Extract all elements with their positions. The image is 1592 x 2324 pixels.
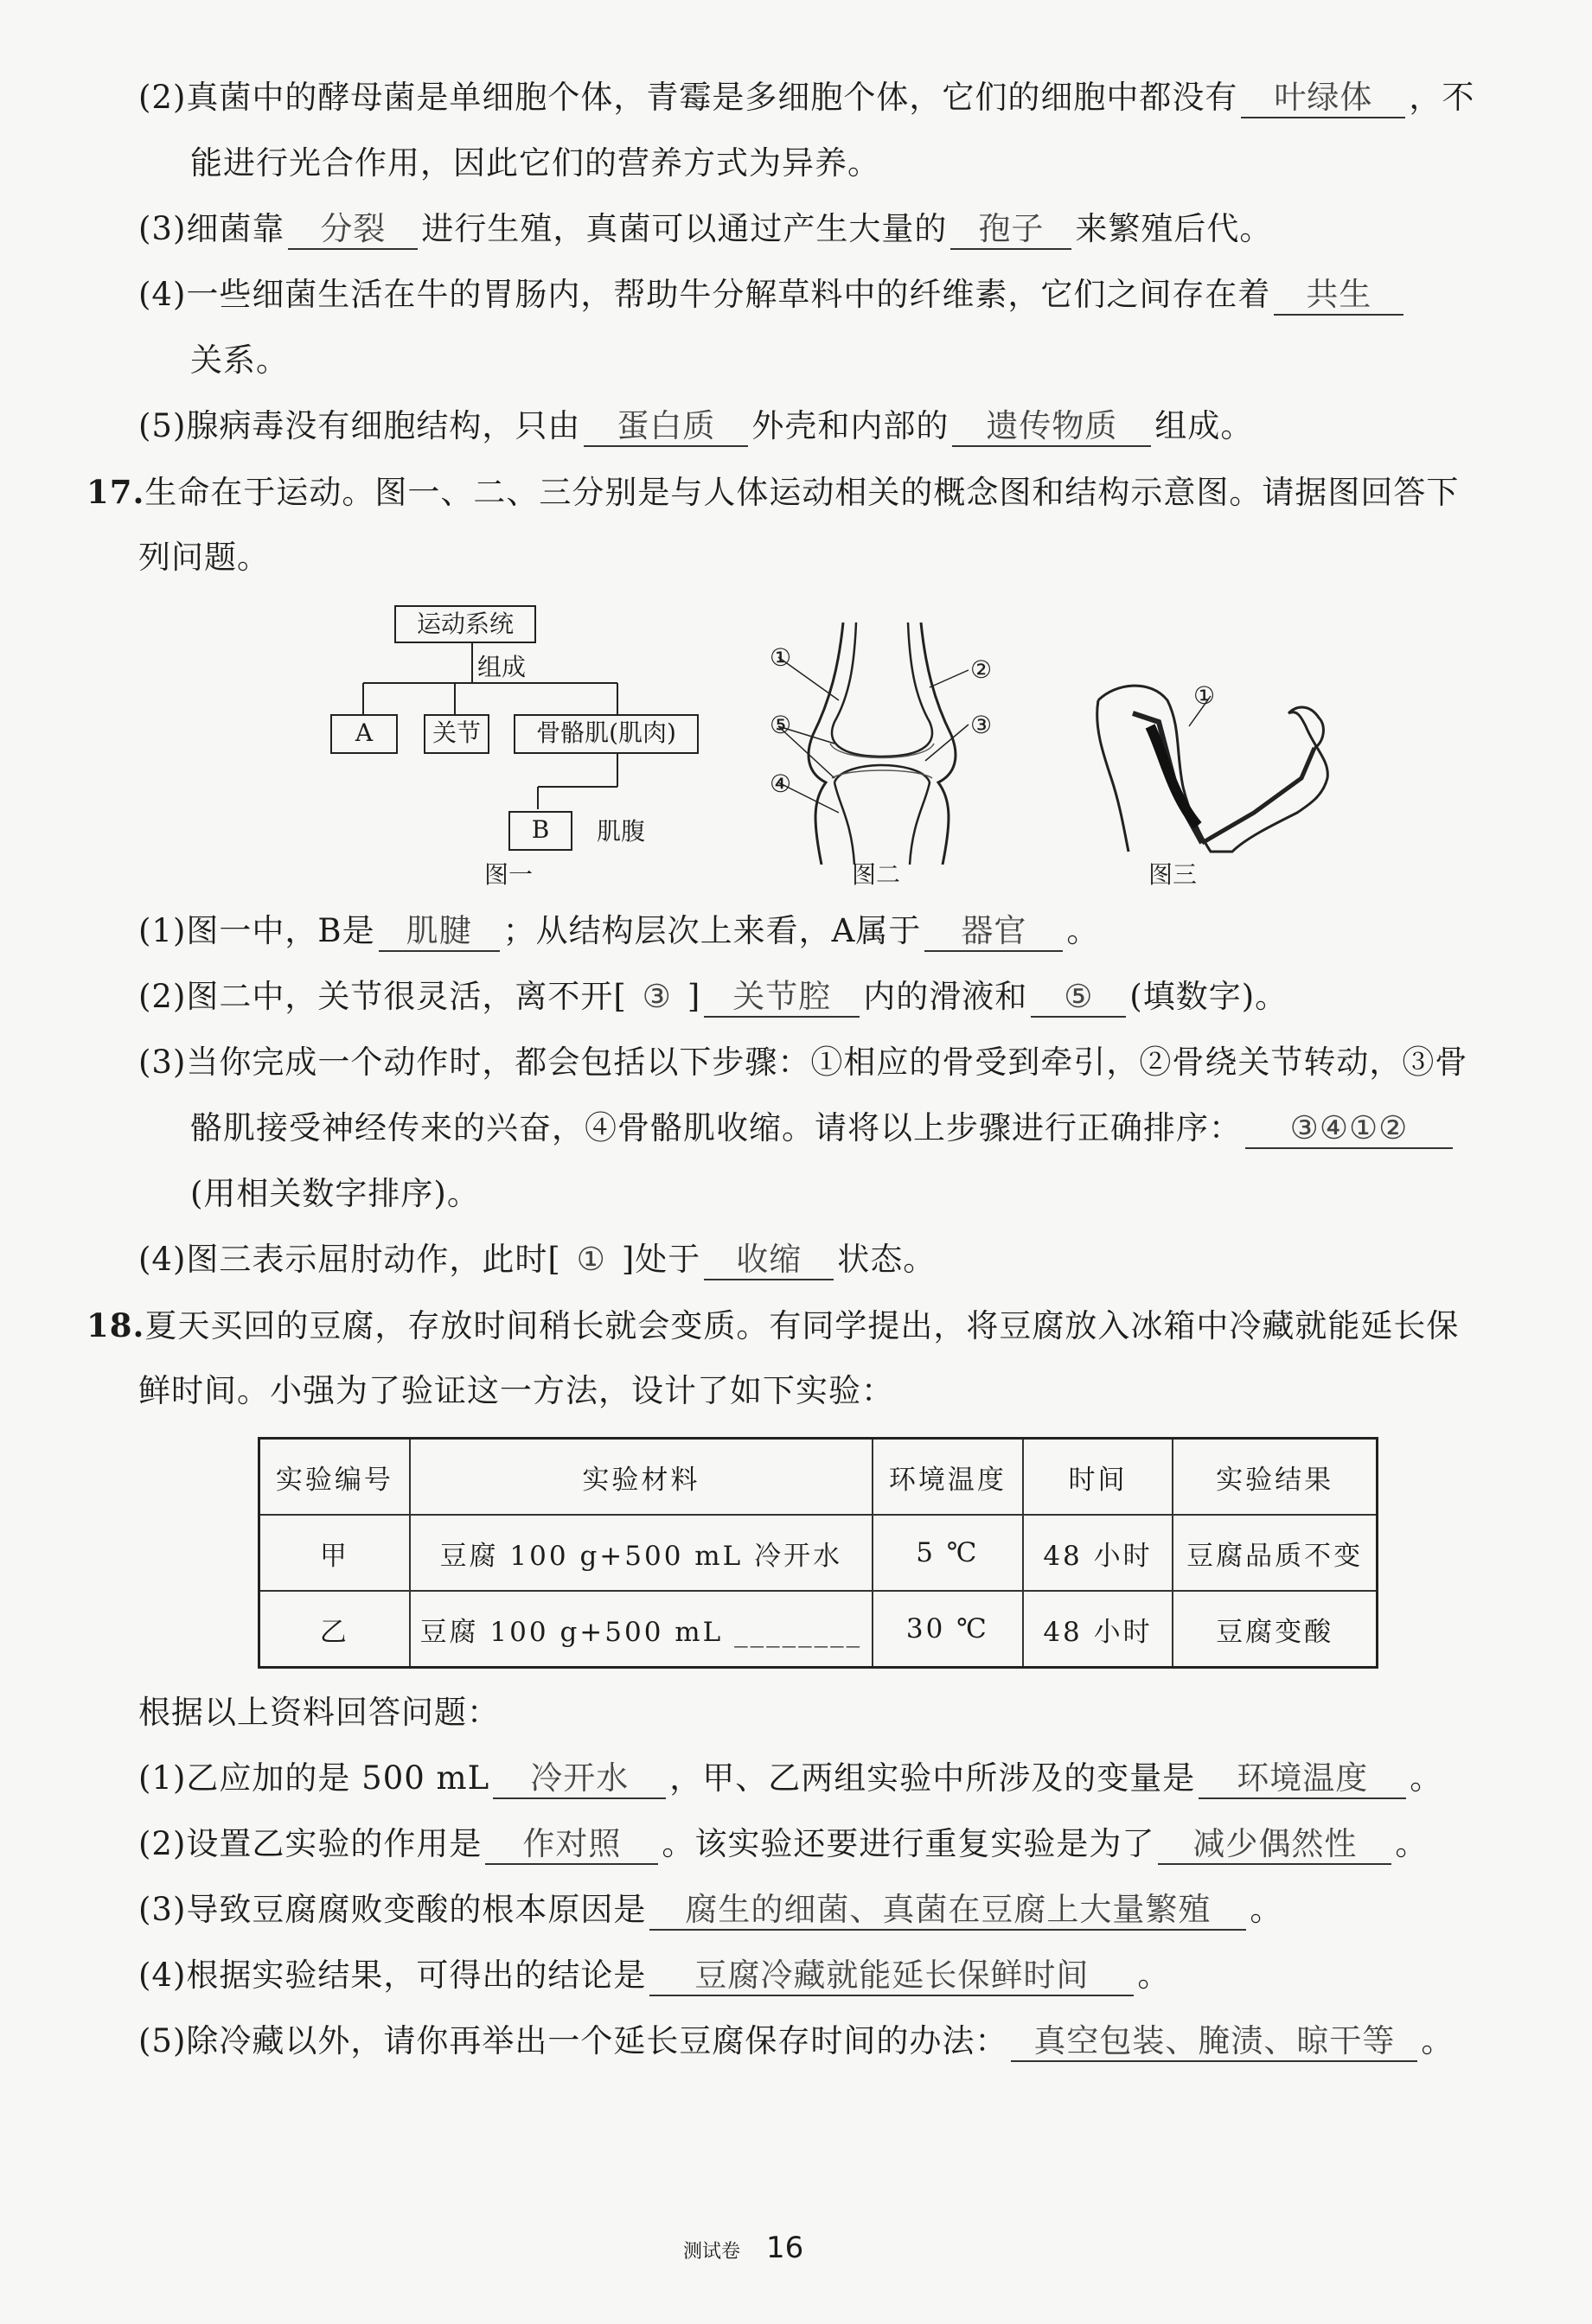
q17-p3-text: (3)当你完成一个动作时，都会包括以下步骤：①相应的骨受到牵引，②骨绕关节转动，③骨 [138,1044,1468,1081]
q18-part5 [138,2020,1454,2063]
q17-p2-bracket-close: ] [687,978,701,1015]
table-cell: 48 小时 [1023,1515,1173,1591]
q17-p4-text-mid: ]处于 [621,1241,701,1278]
q18-stem: 夏天买回的豆腐，存放时间稍长就会变质。有同学提出，将豆腐放入冰箱中冷藏就能延长保 [144,1307,1460,1344]
q18-p2-text: (2)设置乙实验的作用是 [138,1825,483,1862]
page-footer [683,2231,803,2265]
table-row [259,1591,1378,1668]
answer-blank[interactable]: 遗传物质 [952,407,1151,447]
q16-p4-text: (4)一些细菌生活在牛的胃肠内，帮助牛分解草料中的纤维素，它们之间存在着 [138,276,1271,313]
table-cell: 5 ℃ [873,1515,1023,1591]
q17-stem: 生命在于运动。图一、二、三分别是与人体运动相关的概念图和结构示意图。请据图回答下 [144,474,1460,511]
q18-p4-text-end: 。 [1137,1957,1171,1994]
q17-p4-text: (4)图三表示屈肘动作，此时[ [138,1241,561,1278]
q17-part2 [138,975,1288,1018]
q16-p3-text: (3)细菌靠 [138,210,285,247]
table-cell: 乙 [259,1591,410,1668]
answer-blank[interactable]: 孢子 [950,210,1071,250]
q18-p2-text-end: 。 [1395,1825,1429,1862]
q16-p4-continued: 关系。 [190,342,289,379]
fig3-label-1: ① [1193,681,1216,710]
answer-blank[interactable]: 冷开水 [493,1759,666,1799]
answer-blank[interactable]: 蛋白质 [584,407,748,447]
answer-blank[interactable]: 减少偶然性 [1158,1825,1391,1865]
answer-blank[interactable]: 豆腐冷藏就能延长保鲜时间 [649,1957,1134,1996]
q17-part1 [138,910,1099,953]
q16-p5-text: (5)腺病毒没有细胞结构，只由 [138,407,581,444]
q18-p2-text-mid: 。该实验还要进行重复实验是为了 [662,1825,1155,1862]
q18-stem-continued: 鲜时间。小强为了验证这一方法，设计了如下实验： [138,1372,894,1409]
table-cell: 48 小时 [1023,1591,1173,1668]
answer-blank[interactable]: 作对照 [485,1825,658,1865]
fig2-label-2: ② [970,655,993,684]
q16-p2-text: (2)真菌中的酵母菌是单细胞个体，青霉是多细胞个体，它们的细胞中都没有 [138,79,1238,116]
answer-blank[interactable]: ⑤ [1031,978,1126,1018]
answer-blank[interactable]: 收缩 [704,1241,834,1280]
table-header-cell: 实验结果 [1173,1439,1377,1516]
q16-p3-text-mid: 进行生殖，真菌可以通过产生大量的 [421,210,948,247]
question-number: 18. [86,1306,145,1344]
table-cell: 豆腐 100 g+500 mL 冷开水 [410,1515,873,1591]
q17-p3-text-end: (用相关数字排序)。 [190,1175,480,1212]
fig1-caption: 图一 [484,860,534,889]
fig1-belly-label: 肌腹 [597,817,646,846]
fig3-caption: 图三 [1148,860,1198,889]
fig1-box-a: A [330,714,398,754]
q17-p3-text-cont: 骼肌接受神经传来的兴奋，④骨骼肌收缩。请将以上步骤进行正确排序： [190,1109,1242,1146]
q18-p1-text-end: 。 [1410,1759,1443,1797]
q17-p2-text: (2)图二中，关节很灵活，离不开[ [138,978,627,1015]
q17-part3-line3 [190,1172,480,1216]
table-cell: 30 ℃ [873,1591,1023,1668]
q17-p1-text-mid: ；从结构层次上来看，A属于 [502,912,922,949]
answer-blank[interactable]: 腐生的细菌、真菌在豆腐上大量繁殖 [649,1891,1246,1931]
q17-p2-text-end: (填数字)。 [1129,978,1288,1015]
page-number: 16 [766,2231,804,2265]
answer-blank[interactable]: 分裂 [288,210,418,250]
q17-p2-text-mid: 内的滑液和 [863,978,1028,1015]
fig2-label-5: ⑤ [770,711,792,739]
q18-intro-text: 根据以上资料回答问题： [138,1694,500,1731]
q16-p5-text-end: 组成。 [1154,407,1254,444]
q17-stem-continued: 列问题。 [138,539,270,576]
table-cell: 豆腐变酸 [1173,1591,1377,1668]
table-header-cell: 时间 [1023,1439,1173,1516]
q17-part4 [138,1238,936,1281]
q16-p5-text-mid: 外壳和内部的 [751,407,949,444]
fig1-compose-label: 组成 [477,653,527,681]
q16-p2-continued: 能进行光合作用，因此它们的营养方式为异养。 [190,144,880,182]
answer-bracket[interactable]: ① [576,1241,606,1278]
q17-p1-text: (1)图一中，B是 [138,912,375,949]
q17-p1-text-end: 。 [1066,912,1100,949]
table-header-row [259,1439,1378,1516]
q16-p2-text-end: ，不 [1409,79,1475,116]
q18-p3-text-end: 。 [1250,1891,1283,1928]
q18-p4-text: (4)根据实验结果，可得出的结论是 [138,1957,647,1994]
q18-p5-text-end: 。 [1421,2022,1455,2059]
answer-blank[interactable]: 共生 [1274,276,1403,316]
q18-part4 [138,1954,1170,1997]
table-cell: 甲 [259,1515,410,1591]
q18-part2 [138,1823,1428,1866]
table-cell: 豆腐品质不变 [1173,1515,1377,1591]
q17-part3-line1 [138,1041,1467,1084]
fig2-label-3: ③ [970,711,993,739]
answer-blank[interactable]: 真空包装、腌渍、晾干等 [1011,2022,1417,2062]
answer-blank[interactable]: 叶绿体 [1241,79,1405,118]
fig2-label-4: ④ [770,769,792,798]
question-number: 17. [86,473,145,511]
answer-blank[interactable]: 关节腔 [704,978,860,1018]
fig1-box-joint: 关节 [424,714,489,754]
q18-stem-line2 [138,1370,894,1413]
table-cell: 豆腐 100 g+500 mL ________ [410,1591,873,1668]
fig2-label-1: ① [770,643,792,672]
answer-blank[interactable]: 环境温度 [1199,1759,1406,1799]
q18-p1-text-mid: ，甲、乙两组实验中所涉及的变量是 [669,1759,1196,1797]
table-row [259,1515,1378,1591]
fig1-box-b: B [508,811,572,851]
table-header-cell: 实验编号 [259,1439,410,1516]
q18-part1 [138,1757,1442,1800]
answer-blank[interactable]: 肌腱 [379,912,500,952]
q17-part3-line2 [190,1107,1456,1150]
q16-p3-text-end: 来繁殖后代。 [1075,210,1273,247]
q18-p5-text: (5)除冷藏以外，请你再举出一个延长豆腐保存时间的办法： [138,2022,1008,2059]
answer-bracket[interactable]: ③ [642,978,672,1015]
answer-blank[interactable]: 器官 [924,912,1063,952]
table-header-cell: 环境温度 [873,1439,1023,1516]
experiment-table [258,1437,1378,1669]
q18-p1-text: (1)乙应加的是 500 mL [138,1759,490,1797]
q18-stem-line1 [86,1304,1459,1348]
q17-p4-text-end: 状态。 [837,1241,937,1278]
table-header-cell: 实验材料 [410,1439,873,1516]
footer-label: 测试卷 [683,2241,741,2263]
q18-p3-text: (3)导致豆腐腐败变酸的根本原因是 [138,1891,647,1928]
fig1-box-top: 运动系统 [394,605,536,643]
fig1-box-muscle: 骨骼肌(肌肉) [514,714,699,754]
q18-intro [138,1691,500,1734]
fig2-caption: 图二 [852,860,901,889]
answer-blank[interactable]: ③④①② [1245,1109,1453,1149]
q18-part3 [138,1888,1282,1931]
